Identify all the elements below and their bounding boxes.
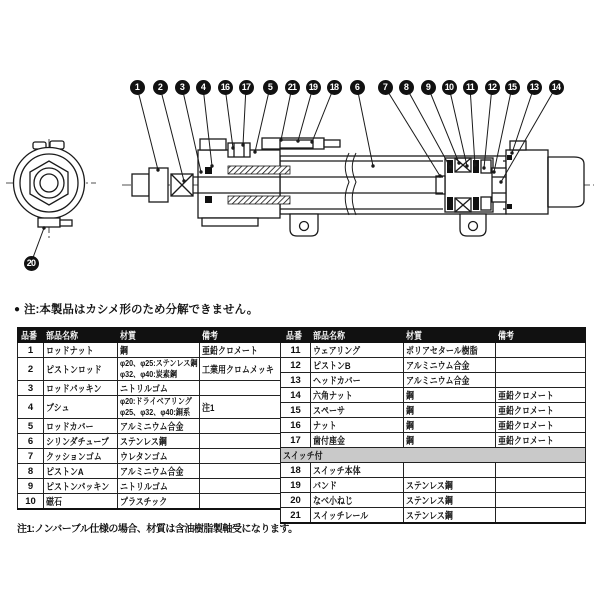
part-name: ロッドカバー	[44, 419, 118, 434]
callout-balloon-15: 15	[505, 80, 520, 95]
part-remark	[496, 478, 586, 493]
part-material: φ20:ドライベアリング φ25、φ32、φ40:銅系	[118, 396, 200, 419]
table-row	[281, 388, 586, 403]
part-number: 16	[281, 418, 311, 433]
table-row	[18, 396, 281, 419]
table-row	[18, 494, 281, 510]
band-label: スイッチ付	[281, 448, 586, 463]
part-remark	[496, 358, 586, 373]
callout-balloon-12: 12	[485, 80, 500, 95]
part-number: 4	[18, 396, 44, 419]
table-row	[281, 478, 586, 493]
part-number: 11	[281, 343, 311, 358]
part-material: ステンレス鋼	[404, 478, 496, 493]
part-material	[404, 463, 496, 478]
part-number: 6	[18, 434, 44, 449]
part-remark: 工業用クロムメッキ	[200, 358, 281, 381]
callout-balloon-17: 17	[239, 80, 254, 95]
part-name: ブシュ	[44, 396, 118, 419]
part-remark	[200, 434, 281, 449]
part-number: 1	[18, 343, 44, 358]
callout-balloon-21: 21	[285, 80, 300, 95]
table-row	[18, 343, 281, 358]
bullet-icon: ●	[14, 303, 21, 315]
part-material: 鋼	[404, 403, 496, 418]
part-remark: 亜鉛クロメート	[496, 403, 586, 418]
part-remark	[200, 479, 281, 494]
part-name: ロッドパッキン	[44, 381, 118, 396]
parts-table-right	[280, 327, 586, 524]
part-material: 鋼	[404, 388, 496, 403]
mounting-feet	[290, 214, 486, 236]
part-remark	[200, 494, 281, 510]
part-number: 12	[281, 358, 311, 373]
part-number: 10	[18, 494, 44, 510]
part-number: 3	[18, 381, 44, 396]
callout-balloon-9: 9	[421, 80, 436, 95]
table-row	[18, 449, 281, 464]
part-material: ステンレス鋼	[404, 493, 496, 508]
table-row	[281, 463, 586, 478]
part-name: なべ小ねじ	[311, 493, 404, 508]
switch-rail	[262, 138, 340, 149]
column-header: 材質	[118, 328, 200, 343]
part-name: ピストンロッド	[44, 358, 118, 381]
part-name: スペーサ	[311, 403, 404, 418]
material-footnote: 注1:ノンバーブル仕様の場合、材質は含油樹脂製軸受になります。	[17, 524, 298, 535]
part-name: ナット	[311, 418, 404, 433]
disassembly-note-text: 注:本製品はカシメ形のため分解できません。	[24, 304, 259, 316]
part-number: 8	[18, 464, 44, 479]
part-remark	[200, 381, 281, 396]
part-material: ステンレス鋼	[118, 434, 200, 449]
callout-balloon-13: 13	[527, 80, 542, 95]
part-material: ウレタンゴム	[118, 449, 200, 464]
part-name: 歯付座金	[311, 433, 404, 448]
callout-balloon-20: 20	[24, 256, 39, 271]
callout-balloon-18: 18	[327, 80, 342, 95]
part-remark	[496, 508, 586, 524]
part-remark	[200, 419, 281, 434]
callout-balloon-10: 10	[442, 80, 457, 95]
part-number: 21	[281, 508, 311, 524]
part-material: 鋼	[404, 433, 496, 448]
column-header: 材質	[404, 328, 496, 343]
part-remark: 亜鉛クロメート	[496, 388, 586, 403]
part-name: 磁石	[44, 494, 118, 510]
part-name: シリンダチューブ	[44, 434, 118, 449]
cylinder-side-view	[122, 138, 594, 236]
part-name: 六角ナット	[311, 388, 404, 403]
part-remark: 注1	[200, 396, 281, 419]
callout-balloon-11: 11	[463, 80, 478, 95]
part-remark	[496, 493, 586, 508]
table-row	[281, 508, 586, 524]
part-name: クッションゴム	[44, 449, 118, 464]
part-remark	[496, 373, 586, 388]
part-name: ヘッドカバー	[311, 373, 404, 388]
part-material: ポリアセタール樹脂	[404, 343, 496, 358]
callout-balloon-16: 16	[218, 80, 233, 95]
part-name: バンド	[311, 478, 404, 493]
part-number: 14	[281, 388, 311, 403]
callout-balloon-5: 5	[263, 80, 278, 95]
part-material: アルミニウム合金	[404, 373, 496, 388]
table-row	[18, 464, 281, 479]
table-row	[18, 381, 281, 396]
callout-balloon-19: 19	[306, 80, 321, 95]
table-row	[18, 479, 281, 494]
callout-balloon-8: 8	[399, 80, 414, 95]
part-number: 20	[281, 493, 311, 508]
table-row	[18, 419, 281, 434]
part-number: 13	[281, 373, 311, 388]
part-material: φ20、φ25:ステンレス鋼 φ32、φ40:炭素鋼	[118, 358, 200, 381]
table-row	[18, 358, 281, 381]
table-row	[281, 403, 586, 418]
column-header: 備考	[496, 328, 586, 343]
part-number: 5	[18, 419, 44, 434]
part-remark: 亜鉛クロメート	[496, 433, 586, 448]
callout-balloon-2: 2	[153, 80, 168, 95]
part-number: 9	[18, 479, 44, 494]
callout-balloon-7: 7	[378, 80, 393, 95]
part-remark: 亜鉛クロメート	[200, 343, 281, 358]
part-name: ピストンA	[44, 464, 118, 479]
table-row	[281, 343, 586, 358]
table-row	[281, 358, 586, 373]
part-number: 19	[281, 478, 311, 493]
parts-table-left	[17, 327, 281, 510]
switch-section-band	[281, 448, 586, 463]
part-number: 2	[18, 358, 44, 381]
table-row	[18, 434, 281, 449]
callout-balloon-1: 1	[130, 80, 145, 95]
part-material: ニトリルゴム	[118, 381, 200, 396]
part-number: 7	[18, 449, 44, 464]
part-remark	[496, 463, 586, 478]
part-material: アルミニウム合金	[118, 464, 200, 479]
cylinder-end-view	[6, 139, 96, 240]
table-row	[281, 433, 586, 448]
part-material: 鋼	[404, 418, 496, 433]
column-header: 部品名称	[44, 328, 118, 343]
rod-cover	[198, 139, 290, 226]
part-remark	[496, 343, 586, 358]
table-row	[281, 373, 586, 388]
part-material: アルミニウム合金	[404, 358, 496, 373]
part-name: ピストンパッキン	[44, 479, 118, 494]
column-header: 品番	[281, 328, 311, 343]
part-name: スイッチ本体	[311, 463, 404, 478]
part-number: 18	[281, 463, 311, 478]
part-name: ロッドナット	[44, 343, 118, 358]
part-number: 15	[281, 403, 311, 418]
head-cover	[506, 141, 584, 214]
callout-balloon-6: 6	[350, 80, 365, 95]
part-remark	[200, 464, 281, 479]
part-number: 17	[281, 433, 311, 448]
part-remark	[200, 449, 281, 464]
part-material: 鋼	[118, 343, 200, 358]
callout-balloon-3: 3	[175, 80, 190, 95]
column-header: 品番	[18, 328, 44, 343]
disassembly-note	[14, 301, 258, 317]
parts-table-left-header	[18, 328, 281, 343]
parts-table-right-header	[281, 328, 586, 343]
callout-balloon-4: 4	[196, 80, 211, 95]
column-header: 備考	[200, 328, 281, 343]
column-header: 部品名称	[311, 328, 404, 343]
part-remark: 亜鉛クロメート	[496, 418, 586, 433]
part-material: アルミニウム合金	[118, 419, 200, 434]
part-name: スイッチレール	[311, 508, 404, 524]
callout-balloon-14: 14	[549, 80, 564, 95]
part-material: ステンレス鋼	[404, 508, 496, 524]
table-row	[281, 493, 586, 508]
part-name: ピストンB	[311, 358, 404, 373]
part-material: ニトリルゴム	[118, 479, 200, 494]
part-name: ウェアリング	[311, 343, 404, 358]
part-material: プラスチック	[118, 494, 200, 510]
table-row	[281, 418, 586, 433]
